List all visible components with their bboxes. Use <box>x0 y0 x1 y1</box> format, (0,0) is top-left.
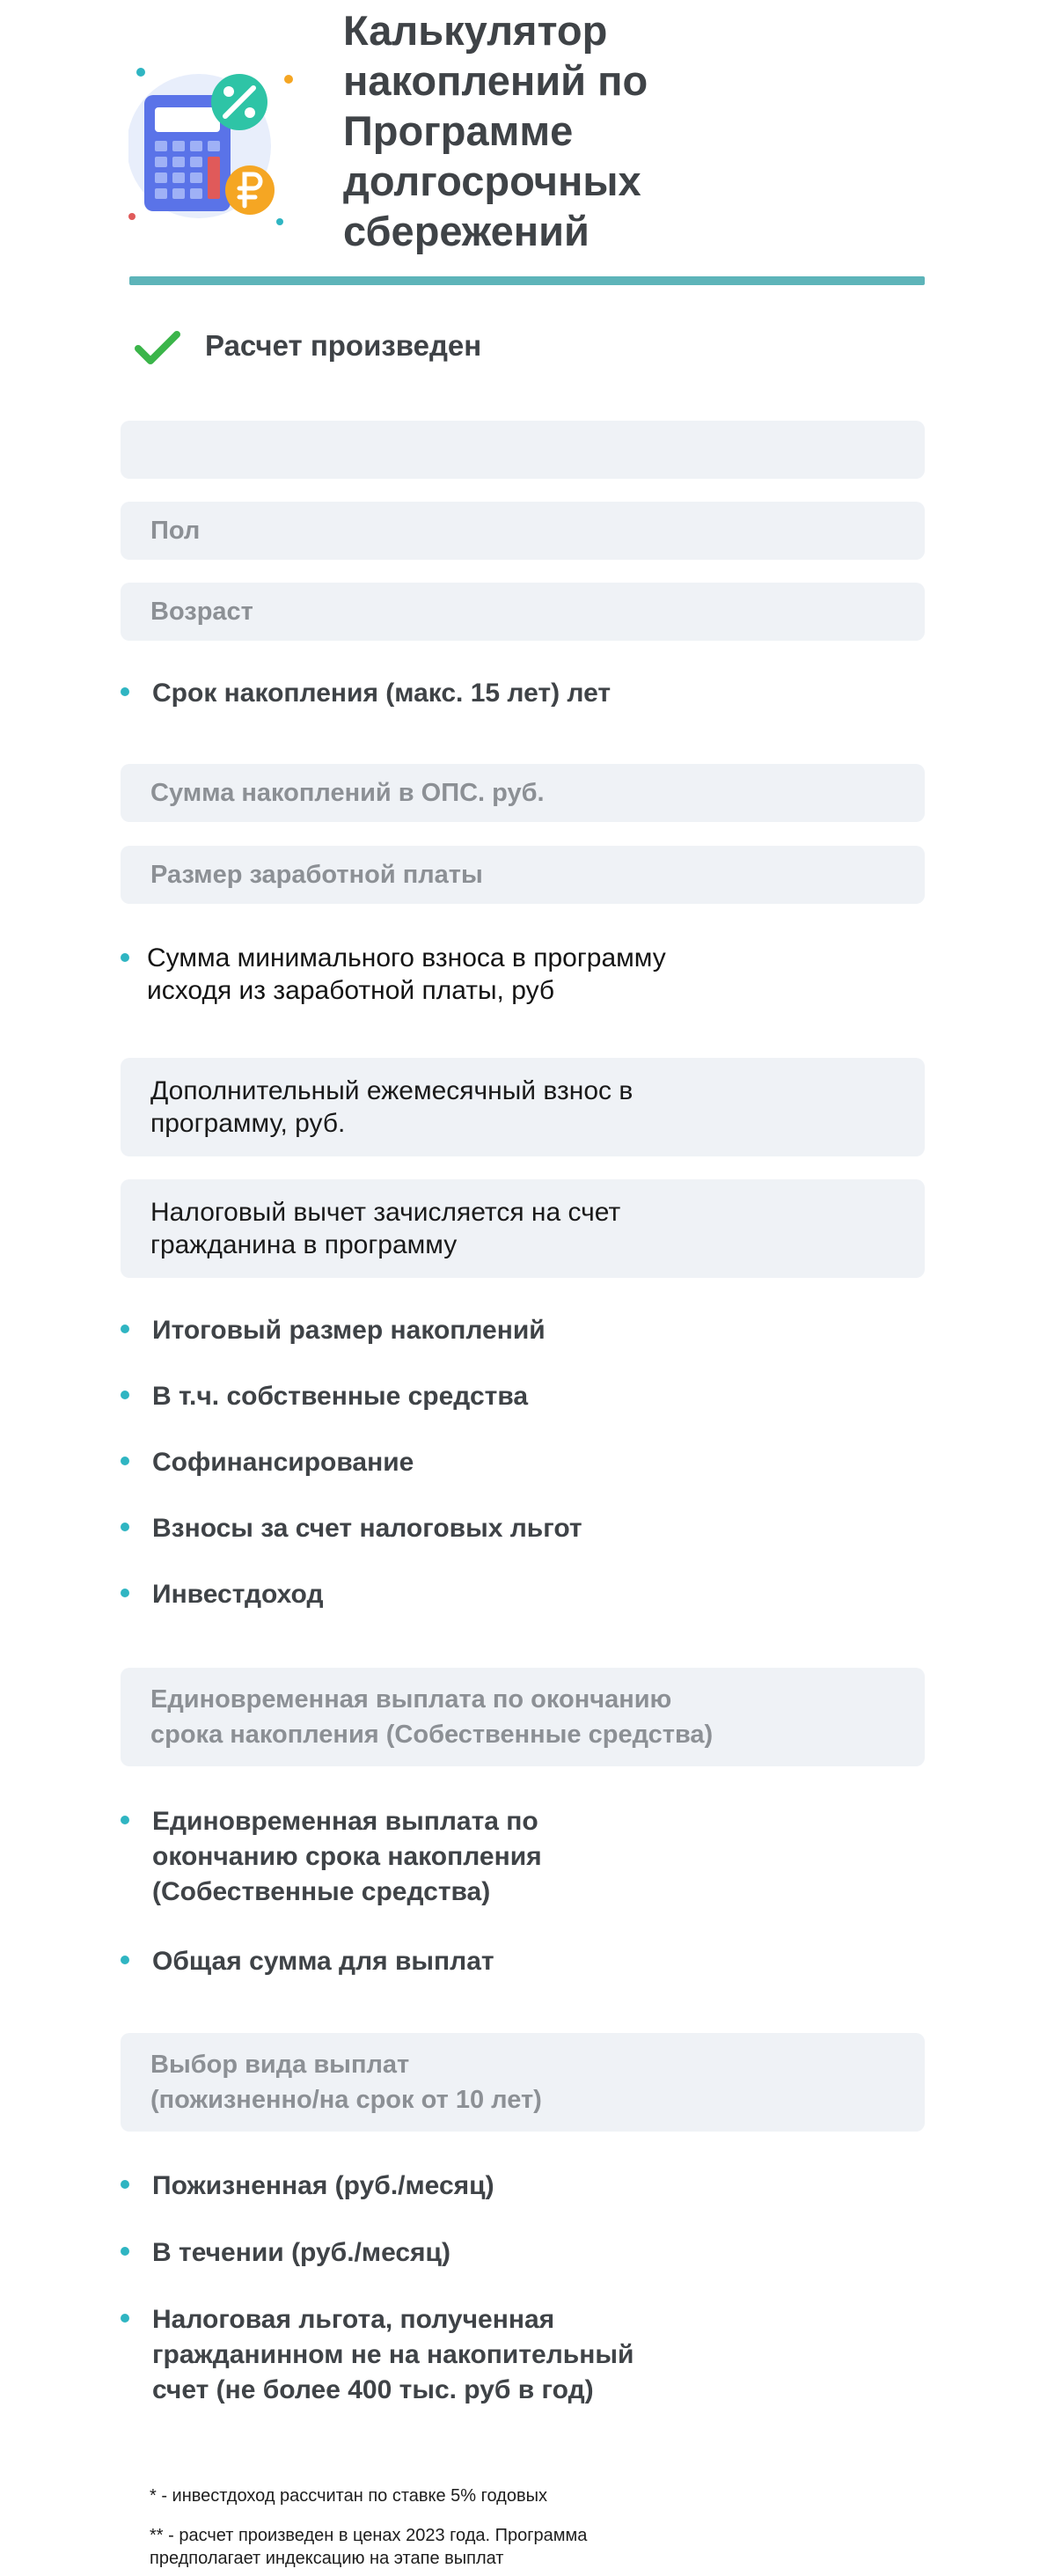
result-term <box>121 676 912 715</box>
check-icon <box>135 329 180 368</box>
salary-input[interactable]: Размер заработной платы <box>121 846 925 904</box>
result-min-contribution <box>121 942 912 1012</box>
age-input[interactable]: Возраст <box>121 583 925 641</box>
bullet-dot <box>121 1523 129 1531</box>
title-line-4: долгосрочных <box>343 158 641 204</box>
result-during-label: В течении (руб./месяц) <box>152 2238 450 2267</box>
status-message: Расчет произведен <box>205 329 482 362</box>
result-tax-benefit-received-label: Налоговая льгота, полученная гражданинном не на накопительный счет (не более 400 тыс. руб в год) <box>152 2305 634 2404</box>
result-lifetime-label: Пожизненная (руб./месяц) <box>152 2171 494 2200</box>
result-total-payout <box>121 1944 912 1983</box>
header-divider <box>129 276 925 285</box>
page-title <box>343 5 801 256</box>
bullet-dot <box>121 1391 129 1399</box>
footnote-investment-rate: * - инвестдоход рассчитан по ставке 5% годовых <box>150 2486 547 2506</box>
bullet-dot <box>121 1816 129 1824</box>
bullet-dot <box>121 2314 129 2323</box>
lump-sum-select[interactable]: Единовременная выплата по окончанию срока накопления (Собественные средства) <box>121 1668 925 1766</box>
result-cofinancing <box>121 1445 912 1484</box>
extra-contribution-input[interactable]: Дополнительный ежемесячный взнос в программу, руб. <box>121 1058 925 1156</box>
title-line-1: Калькулятор <box>343 7 608 54</box>
footnote-prices-2023: ** - расчет произведен в ценах 2023 года. Программа предполагает индексацию на этапе выплат <box>150 2526 588 2568</box>
result-lifetime <box>121 2169 912 2207</box>
bullet-dot <box>121 687 129 696</box>
bullet-dot <box>121 2247 129 2256</box>
result-tax-benefit-contributions-label: Взносы за счет налоговых льгот <box>152 1514 582 1543</box>
ops-savings-input[interactable]: Сумма накоплений в ОПС. руб. <box>121 764 925 822</box>
result-total-label: Итоговый размер накоплений <box>152 1316 546 1345</box>
result-tax-benefit-contributions <box>121 1511 912 1550</box>
result-cofinancing-label: Софинансирование <box>152 1448 414 1477</box>
result-own-funds <box>121 1379 912 1418</box>
bullet-dot <box>121 1457 129 1465</box>
tax-deduction-select[interactable]: Налоговый вычет зачисляется на счет гражданина в программу <box>121 1179 925 1278</box>
result-min-contribution-label: Сумма минимального взноса в программу исходя из заработной платы, руб <box>147 943 666 1005</box>
result-total-payout-label: Общая сумма для выплат <box>152 1947 494 1976</box>
result-own-funds-label: В т.ч. собственные средства <box>152 1382 529 1411</box>
result-investment-income <box>121 1577 912 1616</box>
title-line-5: сбережений <box>343 208 590 254</box>
bullet-dot <box>121 1956 129 1964</box>
title-line-3: Программе <box>343 107 574 154</box>
result-lump-sum <box>121 1804 912 1913</box>
bullet-dot <box>121 953 129 962</box>
blank-field[interactable] <box>121 421 925 479</box>
result-tax-benefit-received <box>121 2302 912 2411</box>
bullet-dot <box>121 1325 129 1333</box>
gender-select[interactable]: Пол <box>121 502 925 560</box>
result-during <box>121 2235 912 2274</box>
bullet-dot <box>121 2180 129 2189</box>
bullet-dot <box>121 1589 129 1597</box>
result-term-label: Срок накопления (макс. 15 лет) лет <box>152 679 612 708</box>
result-total <box>121 1313 912 1352</box>
result-lump-sum-label: Единовременная выплата по окончанию срока накопления (Собественные средства) <box>152 1807 542 1906</box>
result-investment-income-label: Инвестдоход <box>152 1580 324 1609</box>
calculator-logo-icon <box>128 62 296 229</box>
title-line-2: накоплений по <box>343 57 648 104</box>
payout-type-select[interactable]: Выбор вида выплат (пожизненно/на срок от 10 лет) <box>121 2033 925 2132</box>
